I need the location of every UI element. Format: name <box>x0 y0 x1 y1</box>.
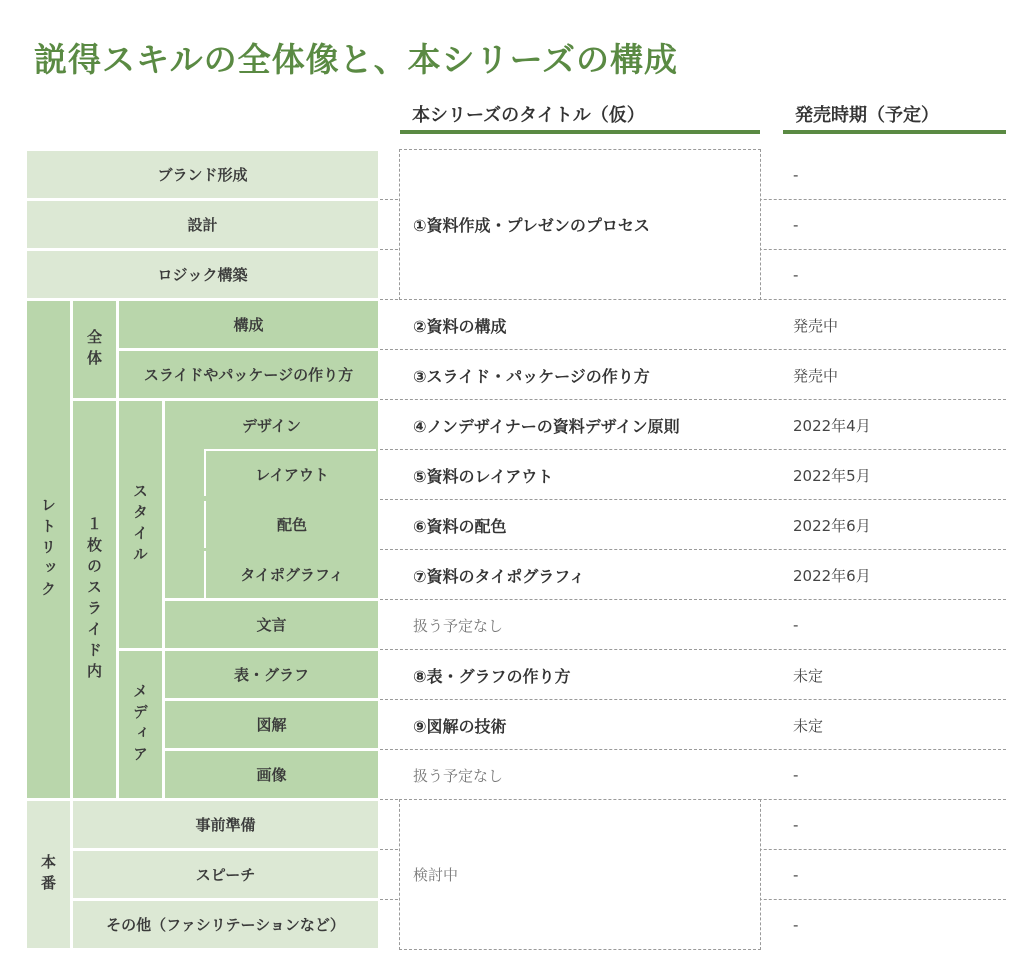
series-title-4: ④ノンデザイナーの資料デザイン原則 <box>413 416 680 436</box>
release-other: - <box>793 916 799 934</box>
release-typography: 2022年6月 <box>793 566 871 585</box>
series-title-8: ⑧表・グラフの作り方 <box>413 666 571 686</box>
series-title-7: ⑦資料のタイポグラフィ <box>413 566 585 586</box>
series-title-6: ⑥資料の配色 <box>413 516 507 536</box>
release-structure: 発売中 <box>793 316 839 335</box>
release-speech: - <box>793 866 799 884</box>
release-image: - <box>793 766 799 784</box>
page-title: 説得スキルの全体像と、本シリーズの構成 <box>34 40 679 79</box>
series-title-wording-none: 扱う予定なし <box>413 616 504 635</box>
series-title-1-label: ①資料作成・プレゼンのプロセス <box>413 216 650 235</box>
release-preparation: - <box>793 816 799 834</box>
release-design: 2022年4月 <box>793 416 871 435</box>
column-header-series-title: 本シリーズのタイトル（仮） <box>400 100 760 134</box>
category-color: 配色 <box>206 501 378 548</box>
category-overall: 全体 <box>73 301 116 398</box>
category-other: その他（ファシリテーションなど） <box>73 901 378 948</box>
series-title-5: ⑤資料のレイアウト <box>413 466 554 486</box>
release-slide-package: 発売中 <box>793 366 839 385</box>
release-diagram: 未定 <box>793 716 824 735</box>
category-preparation: 事前準備 <box>73 801 378 848</box>
release-table-graph: 未定 <box>793 666 824 685</box>
category-design-plan: 設計 <box>27 201 378 248</box>
category-diagram: 図解 <box>165 701 378 748</box>
category-one-slide: １枚のスライド内 <box>73 401 116 798</box>
category-image: 画像 <box>165 751 378 798</box>
category-style: スタイル <box>119 401 162 648</box>
category-wording: 文言 <box>165 601 378 648</box>
category-layout: レイアウト <box>206 451 378 498</box>
series-title-3: ③スライド・パッケージの作り方 <box>413 366 650 386</box>
category-table-graph: 表・グラフ <box>165 651 378 698</box>
category-brand: ブランド形成 <box>27 151 378 198</box>
category-typography: タイポグラフィ <box>206 551 378 598</box>
category-live: 本番 <box>27 801 70 948</box>
release-color: 2022年6月 <box>793 516 871 535</box>
release-brand: - <box>793 166 799 184</box>
series-title-1 <box>399 149 761 300</box>
category-media: メディア <box>119 651 162 798</box>
category-design-label: デザイン <box>242 417 301 435</box>
column-header-release: 発売時期（予定） <box>783 100 1006 134</box>
category-structure: 構成 <box>119 301 378 348</box>
release-logic: - <box>793 266 799 284</box>
series-title-9: ⑨図解の技術 <box>413 716 507 736</box>
series-title-live-tbd-label: 検討中 <box>413 866 459 884</box>
category-speech: スピーチ <box>73 851 378 898</box>
release-layout: 2022年5月 <box>793 466 871 485</box>
release-wording: - <box>793 616 799 634</box>
category-rhetoric: レトリック <box>27 301 70 798</box>
series-title-image-none: 扱う予定なし <box>413 766 504 785</box>
series-title-live-tbd <box>399 799 761 950</box>
series-title-2: ②資料の構成 <box>413 316 507 336</box>
category-slide-package: スライドやパッケージの作り方 <box>119 351 378 398</box>
release-design-plan: - <box>793 216 799 234</box>
category-logic: ロジック構築 <box>27 251 378 298</box>
